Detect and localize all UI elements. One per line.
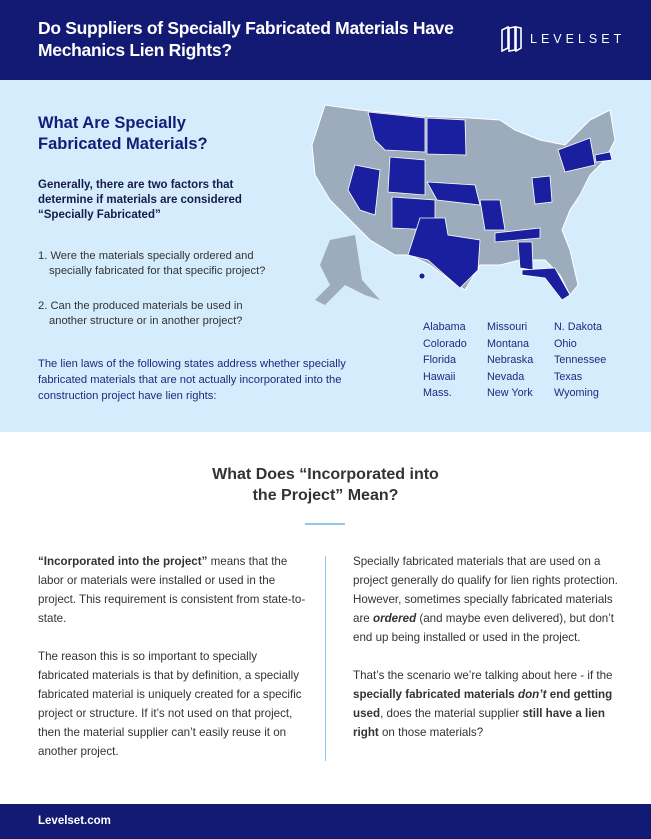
map-north-dakota <box>427 118 466 155</box>
factors-intro: Generally, there are two factors that determine if materials are considered “Specially Fabricated” <box>38 179 242 221</box>
left-column <box>38 552 306 780</box>
right-paragraph-2 <box>353 666 621 742</box>
section-title-text: What Does “Incorporated into the Project” Mean? <box>212 466 439 504</box>
state-name: Wyoming <box>554 387 599 399</box>
bold-phrase: end getting used <box>353 688 613 720</box>
question-2: 2. Can the produced materials be used in another structure or in another project? <box>38 300 243 327</box>
text: means that the labor or materials were installed or used in the project. This requirement is consistent from state-to-state. <box>38 555 306 625</box>
emphasis: ordered <box>372 612 417 625</box>
footer-url[interactable]: Levelset.com <box>38 815 111 827</box>
state-name: N. Dakota <box>554 321 603 333</box>
map-wyoming <box>388 157 425 195</box>
text: That’s the scenario we’re talking about here - if the <box>353 669 613 682</box>
left-paragraph-2: The reason this is so important to specially fabricated materials is that by definition, a specially fabricated material is uniquely created for a specific project or structure. If it’s not used on that project, then the material supplier can’t easily reuse it on another project. <box>38 650 302 758</box>
bold-phrase: “Incorporated into the project” <box>38 555 208 568</box>
state-name: Nevada <box>487 370 525 383</box>
state-name: New York <box>487 387 533 399</box>
map-alaska <box>315 235 380 305</box>
state-name: Ohio <box>554 337 577 350</box>
text: (and maybe even delivered), but don’t end up being installed or used in the project. <box>353 612 615 644</box>
bold-phrase: specially fabricated materials <box>353 688 518 701</box>
map-hawaii <box>419 273 425 279</box>
right-paragraph-1 <box>353 552 621 647</box>
map-ohio <box>532 176 552 204</box>
us-map <box>300 100 620 325</box>
levelset-logo-icon <box>500 26 522 52</box>
footer <box>0 804 651 839</box>
state-name: Montana <box>487 337 530 350</box>
state-name: Missouri <box>487 321 528 333</box>
map-alabama <box>518 242 533 270</box>
section-title <box>0 464 651 506</box>
right-column <box>353 552 621 761</box>
state-name: Texas <box>554 370 583 383</box>
state-name: Florida <box>423 354 457 366</box>
question-1: 1. Were the materials specially ordered and specially fabricated for that specific project? <box>38 250 266 277</box>
state-name: Alabama <box>423 321 466 333</box>
state-name: Tennessee <box>554 354 607 366</box>
state-name: Mass. <box>423 387 452 399</box>
states-list <box>423 320 614 402</box>
header <box>0 0 651 80</box>
emphasis: don’t <box>517 688 547 701</box>
state-name: Hawaii <box>423 370 456 383</box>
text: Specially fabricated materials that are used on a project generally do qualify for lien rights protection. However, sometimes specially fabricated materials are <box>353 555 618 625</box>
text: on those materials? <box>378 726 484 739</box>
bold-phrase: still have a lien right <box>353 707 605 739</box>
lien-law-text: The lien laws of the following states address whether specially fabricated materials that are not actually incorporated into the construction project have lien rights: <box>38 358 346 402</box>
column-divider <box>325 556 326 761</box>
page-title: Do Suppliers of Specially Fabricated Materials Have Mechanics Lien Rights? <box>38 18 454 60</box>
left-paragraph-1 <box>38 552 306 628</box>
state-name: Nebraska <box>487 354 534 366</box>
hero-heading: What Are Specially Fabricated Materials? <box>38 114 208 153</box>
section-rule <box>305 523 345 525</box>
levelset-logo: LEVELSET <box>500 26 625 52</box>
state-name: Colorado <box>423 337 467 350</box>
text: , does the material supplier <box>380 707 523 720</box>
